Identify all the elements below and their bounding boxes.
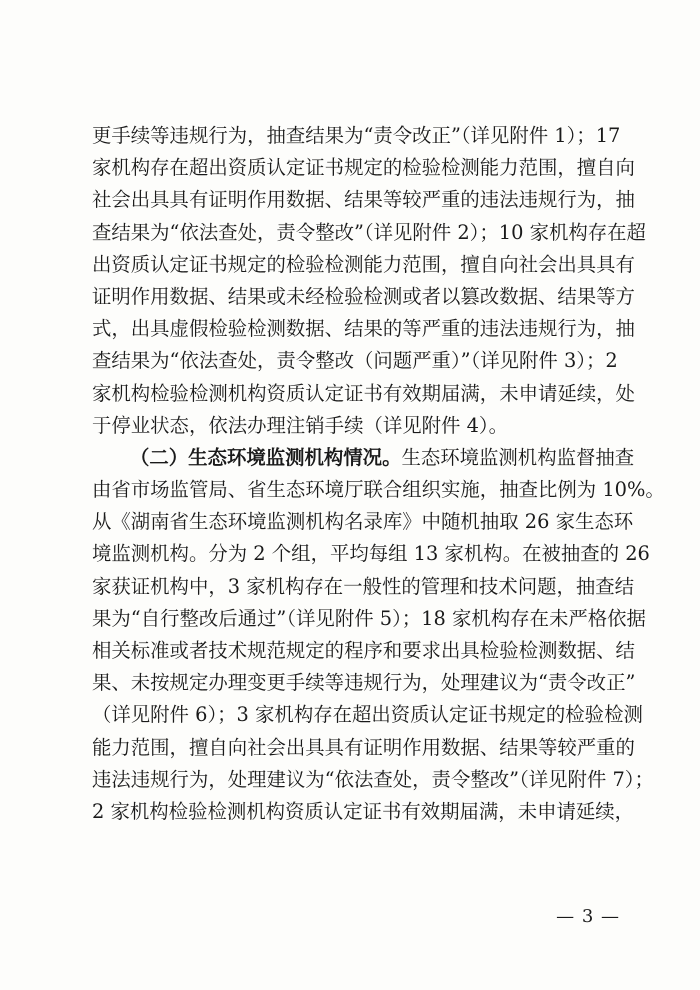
text-line: 能力范围，擅自向社会出具具有证明作用数据、结果等较严重的 bbox=[92, 735, 635, 759]
text-line: 于停业状态，依法办理注销手续（详见附件 4）。 bbox=[92, 413, 509, 437]
text-line: 违法违规行为，处理建议为“依法查处，责令整改”（详见附件 7）； bbox=[92, 767, 654, 791]
page-number: — 3 — bbox=[556, 906, 620, 927]
text-line: 2 家机构检验检测机构资质认定证书有效期届满，未申请延续， bbox=[92, 799, 635, 823]
text-line: 出资质认定证书规定的检验检测能力范围，擅自向社会出具具有 bbox=[92, 252, 635, 276]
text-line: 家获证机构中，3 家机构存在一般性的管理和技术问题，抽查结 bbox=[92, 574, 635, 598]
text-line: 社会出具具有证明作用数据、结果等较严重的违法违规行为，抽 bbox=[92, 188, 635, 212]
text-line: 果、未按规定办理变更手续等违规行为，处理建议为“责令改正” bbox=[92, 671, 636, 695]
text-line: 更手续等违规行为，抽查结果为“责令改正”（详见附件 1）；17 bbox=[92, 124, 621, 147]
section-2-heading: （二）生态环境监测机构情况。 bbox=[130, 445, 402, 469]
text-line: 家机构检验检测机构资质认定证书有效期届满，未申请延续，处 bbox=[92, 381, 635, 405]
text-line: 相关标准或者技术规范规定的程序和要求出具检验检测数据、结 bbox=[92, 639, 635, 662]
section-2-first-line-text: 生态环境监测机构监督抽查 bbox=[401, 445, 635, 469]
text-line: 查结果为“依法查处，责令整改”（详见附件 2）；10 家机构存在超 bbox=[92, 220, 646, 244]
section-2-first-line bbox=[92, 442, 635, 474]
text-line: 式，出具虚假检验检测数据、结果的等严重的违法违规行为，抽 bbox=[92, 317, 635, 341]
text-line: 果为“自行整改后通过”（详见附件 5）；18 家机构存在未严格依据 bbox=[92, 606, 646, 630]
text-line: 从《湖南省生态环境监测机构名录库》中随机抽取 26 家生态环 bbox=[92, 510, 634, 534]
text-line: 由省市场监管局、省生态环境厅联合组织实施，抽查比例为 10%。 bbox=[92, 478, 665, 502]
text-line: 家机构存在超出资质认定证书规定的检验检测能力范围，擅自向 bbox=[92, 156, 635, 180]
document-body bbox=[92, 120, 665, 828]
text-line: 境监测机构。分为 2 个组，平均每组 13 家机构。在被抽查的 26 bbox=[92, 542, 650, 566]
text-line: 证明作用数据、结果或未经检验检测或者以篡改数据、结果等方 bbox=[92, 284, 635, 308]
text-line: （详见附件 6）；3 家机构存在超出资质认定证书规定的检验检测 bbox=[92, 703, 643, 727]
text-line: 查结果为“依法查处，责令整改（问题严重）”（详见附件 3）；2 bbox=[92, 349, 618, 373]
